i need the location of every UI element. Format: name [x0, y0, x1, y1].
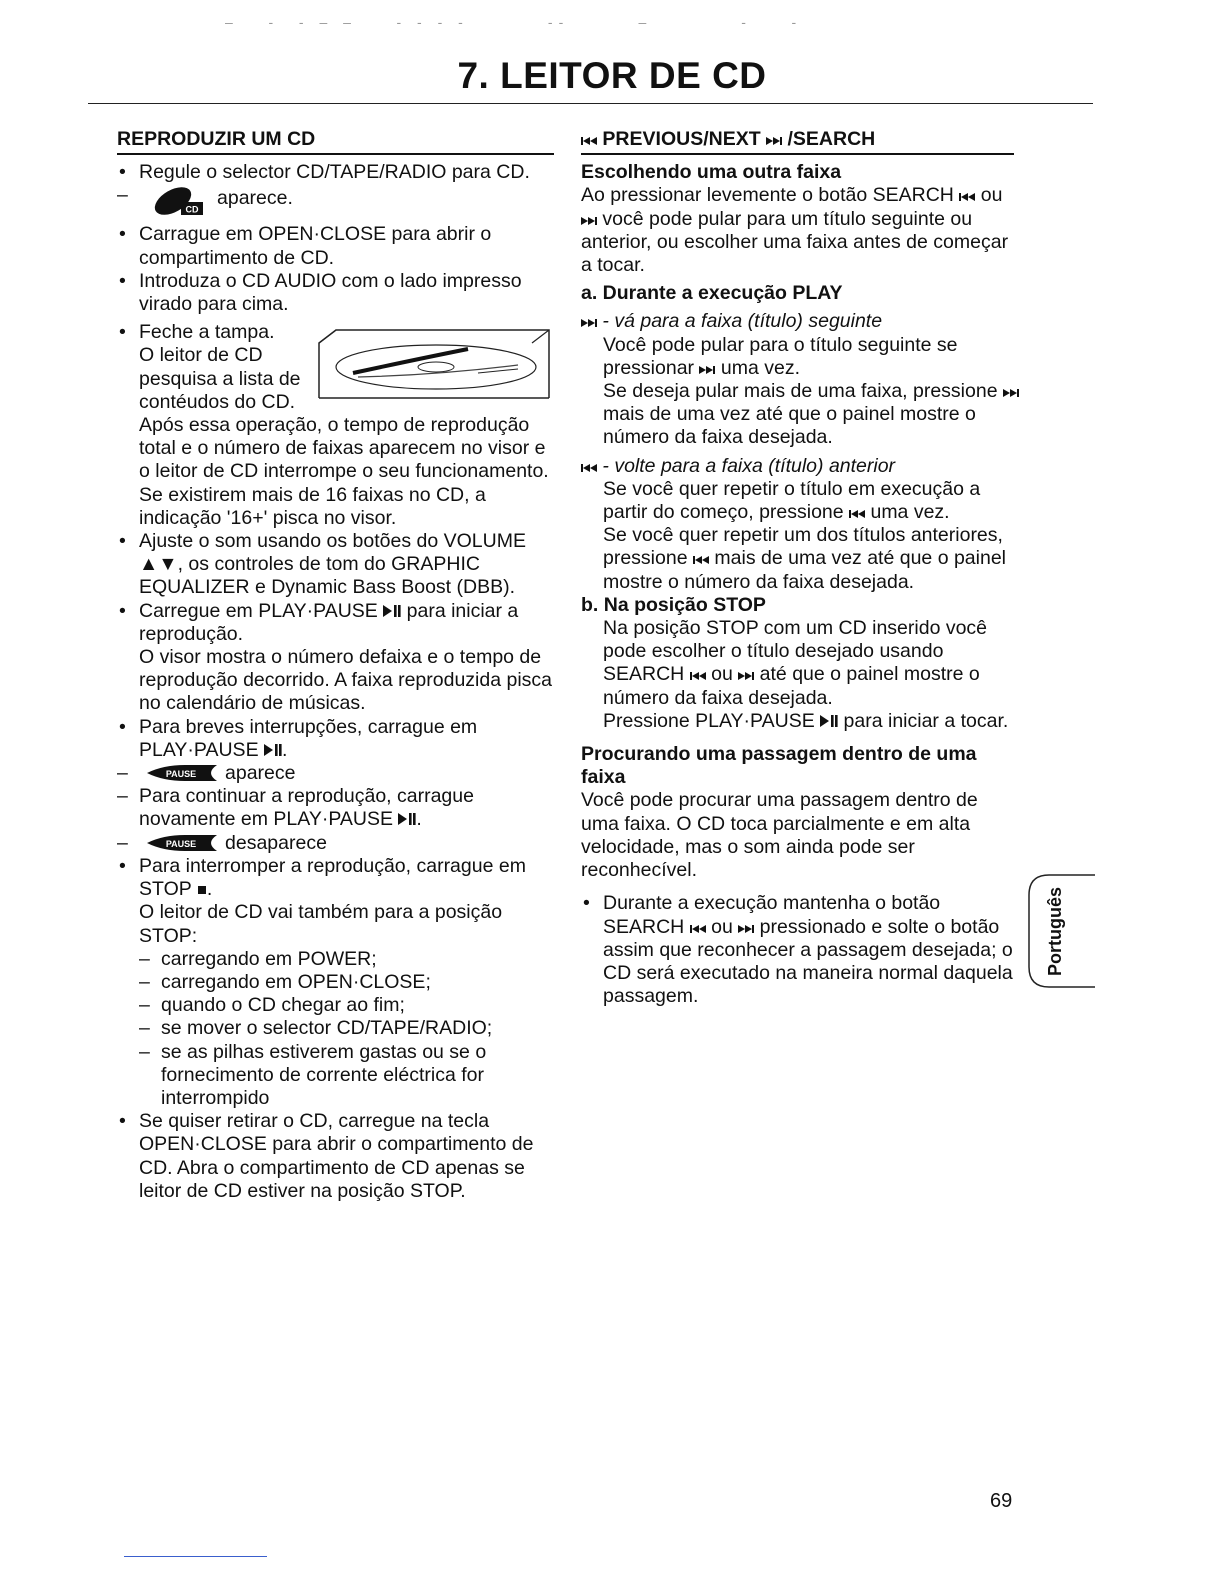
- list-item: • Para interromper a reprodução, carrague em STOP . O leitor de CD vai também para a posição STOP: – carregando em POWER; – carregando em OPEN·CLOSE; – quando o CD chegar ao fim; – se mover o selector CD/TAPE/RADIO; – se as pilhas estiverem gastas ou se o fornecimento de corrente eléctrica for interrompido: [117, 855, 557, 1110]
- title-divider: [88, 103, 1093, 104]
- subheading-search-passage: Procurando uma passagem dentro de uma faixa: [581, 743, 977, 789]
- bullet-icon: •: [119, 599, 126, 622]
- sub-list-item: – quando o CD chegar ao fim;: [139, 994, 405, 1017]
- previous-icon: [581, 136, 597, 146]
- previous-icon: [849, 509, 865, 519]
- cd-tray-illustration: [318, 329, 550, 399]
- previous-icon: [690, 671, 706, 681]
- right-column: [581, 128, 1021, 1008]
- subheading-during-play: a. Durante a execução PLAY: [581, 282, 843, 305]
- list-item: • Ajuste o som usando os botões do VOLUME ▲▼, os controles de tom do GRAPHIC EQUALIZER e Dynamic Bass Boost (DBB).: [119, 530, 526, 599]
- play-pause-icon: [264, 743, 282, 757]
- pause-indicator-text: PAUSE: [165, 769, 197, 780]
- bullet-icon: •: [119, 321, 126, 344]
- previous-track-label: - volte para a faixa (título) anterior: [581, 455, 1021, 478]
- bottom-rule: [124, 1556, 267, 1557]
- list-item: • Regule o selector CD/TAPE/RADIO para CD.: [119, 161, 530, 184]
- list-item: • Carregue em PLAY·PAUSE para iniciar a reprodução. O visor mostra o número defaixa e o tempo de reprodução decorrido. A faixa reproduzida pisca no calendário de músicas.: [119, 599, 553, 715]
- list-item: • Introduza o CD AUDIO com o lado impresso virado para cima.: [119, 269, 522, 316]
- next-icon: [738, 671, 754, 681]
- paragraph: Se deseja pular mais de uma faixa, pressione mais de uma vez até que o painel mostre o número da faixa desejada.: [581, 380, 1021, 450]
- section-heading-previous-next: PREVIOUS/NEXT /SEARCH: [581, 128, 1014, 155]
- stop-icon: [197, 884, 207, 896]
- sub-list-item: – carregando em OPEN·CLOSE;: [139, 970, 431, 993]
- bullet-icon: •: [583, 892, 590, 915]
- list-item: • Carrague em OPEN·CLOSE para abrir o compartimento de CD.: [119, 223, 492, 269]
- next-track-label: - vá para a faixa (título) seguinte: [581, 310, 1021, 333]
- list-item: – PAUSE desaparece: [117, 831, 327, 854]
- paragraph: Pressione PLAY·PAUSE para iniciar a tocar.: [603, 709, 1009, 732]
- bullet-icon: •: [119, 223, 126, 246]
- next-icon: [581, 318, 597, 328]
- language-tab-label: Português: [1045, 886, 1065, 976]
- list-item: – PAUSE aparece: [117, 762, 296, 785]
- dash-icon: –: [117, 785, 128, 808]
- dash-icon: –: [117, 762, 128, 785]
- list-item: • Se quiser retirar o CD, carregue na tecla OPEN·CLOSE para abrir o compartimento de CD. Abra o compartimento de CD apenas se leitor de CD estiver na posição STOP.: [119, 1110, 534, 1202]
- previous-icon: [581, 463, 597, 473]
- list-item: – Para continuar a reprodução, carrague novamente em PLAY·PAUSE .: [117, 785, 474, 831]
- paragraph: Se você quer repetir o título em execução a partir do começo, pressione uma vez.: [603, 477, 981, 524]
- bullet-icon: •: [119, 269, 126, 292]
- page-number: 69: [990, 1490, 1013, 1512]
- dash-icon: –: [117, 184, 128, 207]
- section-heading-play-cd: REPRODUZIR UM CD: [117, 128, 554, 155]
- sub-list-item: – se as pilhas estiverem gastas ou se o fornecimento de corrente eléctrica for interrompido: [139, 1040, 487, 1109]
- subheading-choose-track: Escolhendo uma outra faixa: [581, 161, 842, 184]
- list-item: • Para breves interrupções, carrague em PLAY·PAUSE .: [119, 715, 478, 761]
- next-icon: [766, 136, 782, 146]
- list-item: • Durante a execução mantenha o botão SEARCH ou pressionado e solte o botão assim que reconhecer a passagem desejada; o CD será executado na maneira normal daquela passagem.: [583, 892, 1013, 1008]
- previous-icon: [959, 192, 975, 202]
- paragraph: Você pode pular para o título seguinte se pressionar uma vez.: [603, 333, 958, 379]
- bullet-icon: •: [119, 530, 126, 553]
- list-item: • Feche a tampa. O leitor de CD pesquisa a lista de contéudos do CD. Após essa operação, o tempo de reprodução total e o número de faixas aparecem no visor e o leitor de CD interrompe o seu funcionamento. Se existirem mais de 16 faixas no CD, a indicação '16+' pisca no visor.: [119, 321, 549, 529]
- previous-icon: [690, 924, 706, 934]
- left-column: [117, 128, 557, 1203]
- next-icon: [1003, 388, 1019, 398]
- paragraph: Ao pressionar levemente o botão SEARCH ou você pode pular para um título seguinte ou anterior, ou escolher uma faixa antes de começar a tocar.: [581, 184, 1009, 277]
- paragraph: Você pode procurar uma passagem dentro de uma faixa. O CD toca parcialmente e em alta velocidade, mas o som ainda pode ser reconhecível.: [581, 789, 978, 882]
- cd-display-icon: [145, 184, 207, 216]
- next-icon: [699, 365, 715, 375]
- sub-list-item: – se mover o selector CD/TAPE/RADIO;: [139, 1017, 493, 1040]
- top-scan-marks: – - - – – - - - - -- – - -: [225, 14, 803, 30]
- paragraph: Na posição STOP com um CD inserido você pode escolher o título desejado usando SEARCH ou até que o painel mostre o número da faixa desejada.: [603, 617, 988, 709]
- page-title: 7. LEITOR DE CD: [457, 55, 767, 96]
- dash-icon: –: [117, 831, 128, 854]
- pause-indicator-icon: [145, 764, 219, 782]
- pause-indicator-text: PAUSE: [165, 838, 197, 849]
- subheading-stop-position: b. Na posição STOP: [581, 593, 766, 616]
- previous-icon: [693, 555, 709, 565]
- paragraph: Se você quer repetir um dos títulos anteriores, pressione mais de uma vez até que o painel mostre o número da faixa desejada.: [603, 524, 1007, 593]
- play-pause-icon: [398, 812, 416, 826]
- list-item: – CD aparece.: [117, 184, 557, 218]
- play-pause-icon: [820, 714, 838, 728]
- next-icon: [738, 924, 754, 934]
- bullet-icon: •: [119, 715, 126, 738]
- bullet-icon: •: [119, 1110, 126, 1133]
- bullet-icon: •: [119, 854, 126, 877]
- next-icon: [581, 216, 597, 226]
- play-pause-icon: [383, 604, 401, 618]
- bullet-icon: •: [119, 161, 126, 184]
- pause-indicator-icon: [145, 834, 219, 852]
- sub-list-item: – carregando em POWER;: [139, 947, 377, 970]
- cd-logo-text: CD: [185, 204, 199, 215]
